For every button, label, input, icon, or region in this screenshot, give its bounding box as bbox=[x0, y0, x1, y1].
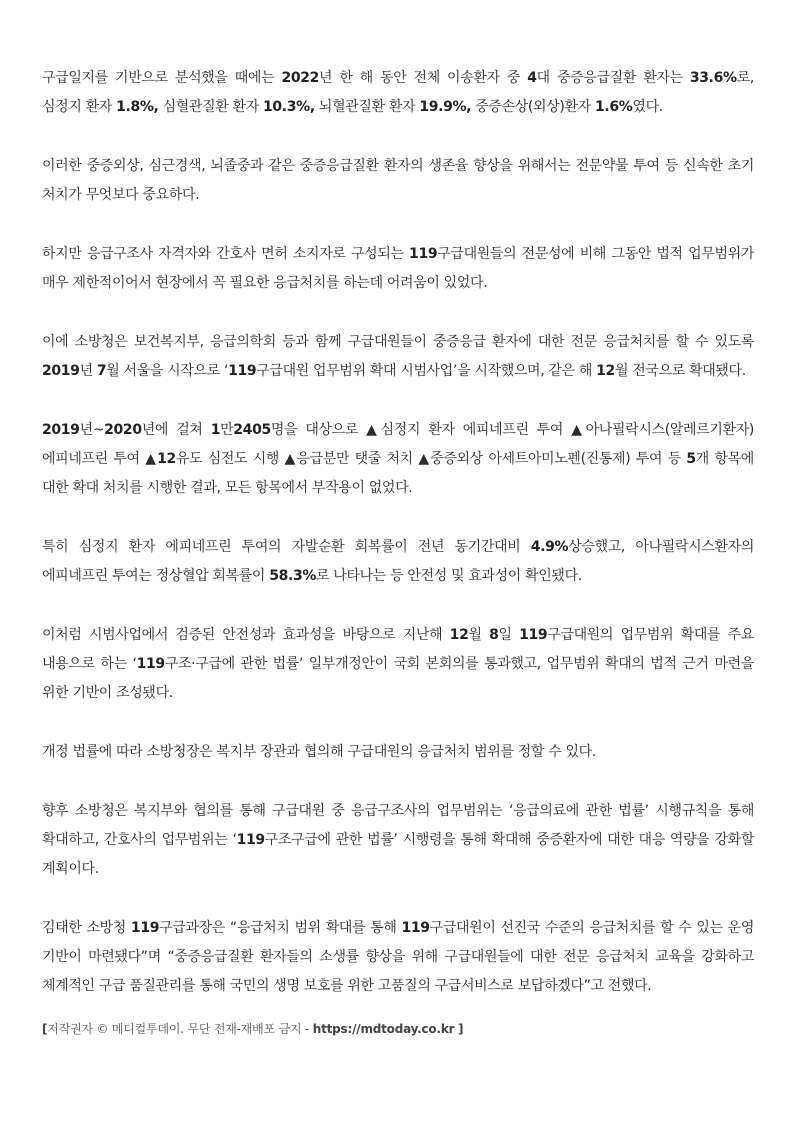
article-paragraph-5: 2019년~2020년에 걸쳐 1만2405명을 대상으로 ▲심정지 환자 에피네프린 투여 ▲아나필락시스(알레르기환자) 에피네프린 투여 ▲12유도 심전도 시행 ▲응급분만 탯줄 처치 ▲중증외상 아세트아미노펜(진통제) 투여 등 5개 항목에 대한 확대 처치를 시행한 결과, 모든 항목에서 부작용이 없었다. bbox=[42, 422, 754, 496]
article-paragraph-1: 구급일지를 기반으로 분석했을 때에는 2022년 한 해 동안 전체 이송환자 중 4대 중증응급질환 환자는 33.6%로, 심정지 환자 1.8%, 심혈관질환 환자 10.3%, 뇌혈관질환 환자 19.9%, 중증손상(외상)환자 1.6%였다. bbox=[42, 70, 754, 115]
article-paragraph-4: 이에 소방청은 보건복지부, 응급의학회 등과 함께 구급대원들이 중증응급 환자에 대한 전문 응급처치를 할 수 있도록 2019년 7월 서울을 시작으로 ‘119구급대원 업무범위 확대 시범사업’을 시작했으며, 같은 해 12월 전국으로 확대됐다. bbox=[42, 334, 754, 379]
article-paragraph-3: 하지만 응급구조사 자격자와 간호사 면허 소지자로 구성되는 119구급대원들의 전문성에 비해 그동안 법적 업무범위가 매우 제한적이어서 현장에서 꼭 필요한 응급처치를 하는데 어려움이 있었다. bbox=[42, 246, 754, 291]
article-paragraph-2: 이러한 중증외상, 심근경색, 뇌졸중과 같은 중증응급질환 환자의 생존율 향상을 위해서는 전문약물 투여 등 신속한 초기 처치가 무엇보다 중요하다. bbox=[42, 158, 754, 203]
copyright-notice: [저작권자 © 메디컬투데이. 무단 전재-재배포 금지 - https://mdtoday.co.kr ] bbox=[42, 1022, 464, 1036]
article-paragraph-10: 김태한 소방청 119구급과장은 “응급처치 범위 확대를 통해 119구급대원이 선진국 수준의 응급처치를 할 수 있는 운영 기반이 마련됐다”며 “중증응급질환 환자들의 소생률 향상을 위해 구급대원들에 대한 전문 응급처치 교육을 강화하고 체계적인 구급 품질관리를 통해 국민의 생명 보호를 위한 고품질의 구급서비스로 보답하겠다”고 전했다. bbox=[42, 920, 755, 994]
article-body bbox=[42, 64, 754, 1039]
article-paragraph-6: 특히 심정지 환자 에피네프린 투여의 자발순환 회복률이 전년 동기간대비 4.9%상승했고, 아나필락시스환자의 에피네프린 투여는 정상혈압 회복률이 58.3%로 나타나는 등 안전성 및 효과성이 확인됐다. bbox=[42, 539, 754, 584]
article-paragraph-7: 이처럼 시범사업에서 검증된 안전성과 효과성을 바탕으로 지난해 12월 8일 119구급대원의 업무범위 확대를 주요 내용으로 하는 ‘119구조·구급에 관한 법률’ 일부개정안이 국회 본회의를 통과했고, 업무범위 확대의 법적 근거 마련을 위한 기반이 조성됐다. bbox=[42, 627, 754, 701]
article-paragraph-9: 향후 소방청은 복지부와 협의를 통해 구급대원 중 응급구조사의 업무범위는 ‘응급의료에 관한 법률’ 시행규칙을 통해 확대하고, 간호사의 업무범위는 ‘119구조구급에 관한 법률’ 시행령을 통해 확대해 중증환자에 대한 대응 역량을 강화할 계획이다. bbox=[42, 803, 755, 877]
article-paragraph-8: 개정 법률에 따라 소방청장은 복지부 장관과 협의해 구급대원의 응급처치 범위를 정할 수 있다. bbox=[42, 744, 596, 760]
